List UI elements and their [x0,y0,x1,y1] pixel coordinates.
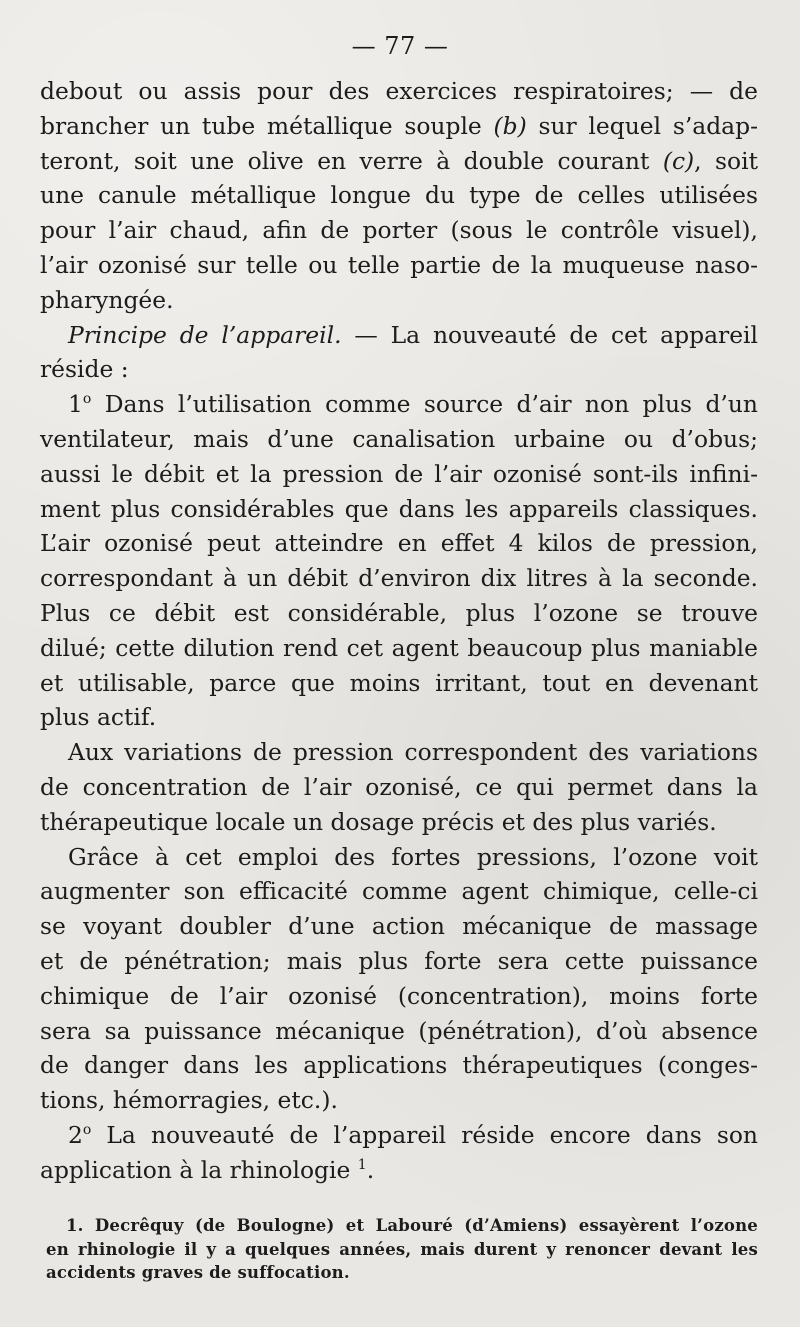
page-number: — 77 — [351,32,449,60]
text-run: debout ou assis pour des exercices respiratoires; — de [40,77,758,105]
text-line [40,561,758,596]
text-run: ventilateur, mais d’une canalisation urbaine ou d’obus; [40,424,758,453]
text-line [40,979,758,1014]
text-run: tions, hémorragies, etc.). [40,1086,338,1115]
text-line [40,213,758,248]
text-line [40,700,758,735]
ordinal-marker: o [82,391,92,408]
footnote-line: accidents graves de suffocation. [46,1263,350,1282]
text-line [40,840,758,875]
section-heading: Principe de l’appareil. [68,320,342,349]
list-number: 1 [68,390,83,419]
text-line [40,352,758,387]
main-text [40,74,758,1188]
text-line [40,805,758,840]
text-line [40,1014,758,1049]
footnote-line: 1. Decrêquy (de Boulogne) et Labouré (d’Amiens) essayèrent l’ozone [66,1216,758,1235]
text-line [40,631,758,666]
text-line [40,666,758,701]
text-run: thérapeutique locale un dosage précis et des plus variés. [40,807,717,836]
text-run: La nouveauté de l’appareil réside encore dans son [91,1120,758,1149]
text-run: Aux variations de pression correspondent des variations [68,738,758,767]
text-line [40,74,758,109]
text-run: augmenter son efficacité comme agent chimique, celle-ci [40,877,758,906]
text-line [40,178,758,213]
footnote [46,1214,758,1285]
text-run: réside : [40,355,129,384]
text-run: et de pénétration; mais plus forte sera cette puissance [40,946,758,975]
text-run: dilué; cette dilution rend cet agent beaucoup plus maniable [40,633,758,662]
text-run: de concentration de l’air ozonisé, ce qui permet dans la [40,772,758,801]
text-line [40,909,758,944]
text-line [40,1048,758,1083]
text-line [40,874,758,909]
text-run: correspondant à un débit d’environ dix litres à la seconde. [40,564,758,593]
text-line [40,770,758,805]
item-marker-b: (b) [493,111,527,140]
text-run: aussi le débit et la pression de l’air ozonisé sont-ils infini- [40,459,758,488]
text-line [40,1083,758,1118]
text-run: pour l’air chaud, afin de porter (sous le contrôle visuel), [40,216,758,245]
text-run: . [366,1155,375,1184]
text-run: L’air ozonisé peut atteindre en effet 4 kilos de pression, [40,529,758,558]
text-run: Plus ce débit est considérable, plus l’ozone se trouve [40,598,758,627]
text-run: brancher un tube métallique souple [40,111,482,140]
text-run: l’air ozonisé sur telle ou telle partie de la muqueuse naso- [40,250,758,279]
text-line [40,944,758,979]
text-run: Dans l’utilisation comme source d’air non plus d’un [91,390,758,419]
text-line [40,526,758,561]
text-run: application à la rhinologie [40,1155,351,1184]
text-run: une canule métallique longue du type de celles utilisées [40,181,758,210]
footnote-line: en rhinologie il y a quelques années, mais durent y renoncer devant les [46,1239,758,1259]
text-line [40,144,758,179]
text-run: et utilisable, parce que moins irritant, tout en devenant [40,668,758,697]
ordinal-marker: o [82,1122,92,1139]
text-run: chimique de l’air ozonisé (concentration), moins forte [40,981,758,1010]
text-run: teront, soit une olive en verre à double courant [40,146,650,175]
footnote-reference: 1 [357,1156,367,1173]
text-run: plus actif. [40,703,157,732]
text-line [40,318,758,353]
text-run: se voyant doubler d’une action mécanique de massage [40,912,758,941]
text-line [40,1153,758,1188]
text-run: de danger dans les applications thérapeutiques (conges- [40,1051,758,1080]
text-run: , soit [694,146,759,175]
text-line [40,109,758,144]
text-line [40,387,758,422]
list-number: 2 [68,1120,83,1149]
text-line [40,422,758,457]
text-run: — La nouveauté de cet appareil [354,320,759,349]
text-line [40,1118,758,1153]
text-line [40,457,758,492]
text-run: ment plus considérables que dans les appareils classiques. [40,494,758,523]
text-line [40,735,758,770]
text-line [40,248,758,283]
item-marker-c: (c) [662,146,695,175]
text-run: Grâce à cet emploi des fortes pressions, l’ozone voit [68,842,758,871]
text-line [40,283,758,318]
text-run: sera sa puissance mécanique (pénétration), d’où absence [40,1016,758,1045]
text-line [40,492,758,527]
text-run: pharyngée. [40,285,174,314]
text-line [40,596,758,631]
text-run: sur lequel s’adap- [538,111,759,140]
